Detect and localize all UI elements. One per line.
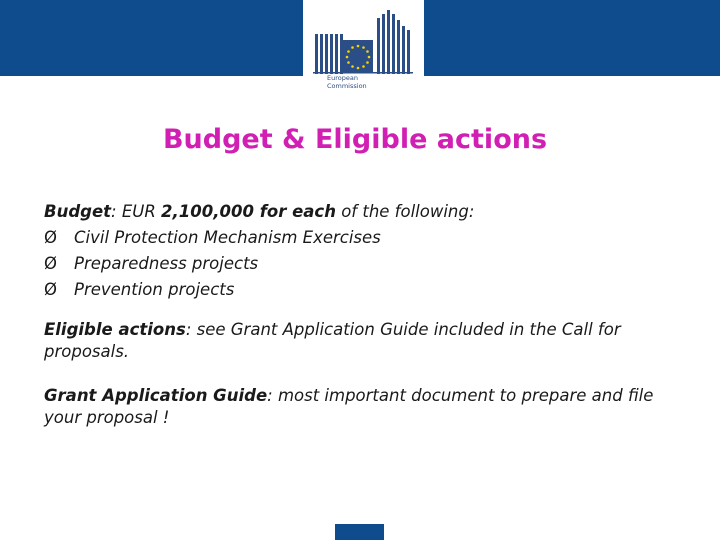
eligible-text: : see Grant Application Guide included in the Call for proposals. xyxy=(44,320,621,361)
guide-paragraph xyxy=(44,385,694,429)
budget-separator: : EUR xyxy=(111,202,162,221)
guide-label: Grant Application Guide xyxy=(44,386,268,405)
guide-text: : most important document to prepare and file your proposal ! xyxy=(44,386,654,427)
list-item-text: Civil Protection Mechanism Exercises xyxy=(74,228,381,247)
budget-label: Budget xyxy=(44,202,112,221)
budget-rest: of the following: xyxy=(335,202,475,221)
european-commission-logo xyxy=(303,0,424,98)
logo-line-1: European xyxy=(327,74,358,82)
list-item xyxy=(44,277,694,303)
list-item-text: Prevention projects xyxy=(74,280,235,299)
arrow-bullet-icon: Ø xyxy=(44,228,57,247)
slide-body xyxy=(44,199,694,429)
list-item xyxy=(44,251,694,277)
arrow-bullet-icon: Ø xyxy=(44,280,57,299)
commission-building-icon xyxy=(303,0,424,74)
list-item xyxy=(44,225,694,251)
slide-title: Budget & Eligible actions xyxy=(162,124,548,155)
logo-line-2: Commission xyxy=(327,82,367,90)
list-item-text: Preparedness projects xyxy=(74,254,259,273)
logo-wordmark xyxy=(327,74,367,90)
arrow-bullet-icon: Ø xyxy=(44,254,57,273)
eligible-label: Eligible actions xyxy=(44,320,186,339)
eligible-actions-paragraph xyxy=(44,319,694,363)
footer-marker xyxy=(335,524,384,540)
budget-amount: 2,100,000 for each xyxy=(161,202,336,221)
budget-line xyxy=(44,199,694,225)
